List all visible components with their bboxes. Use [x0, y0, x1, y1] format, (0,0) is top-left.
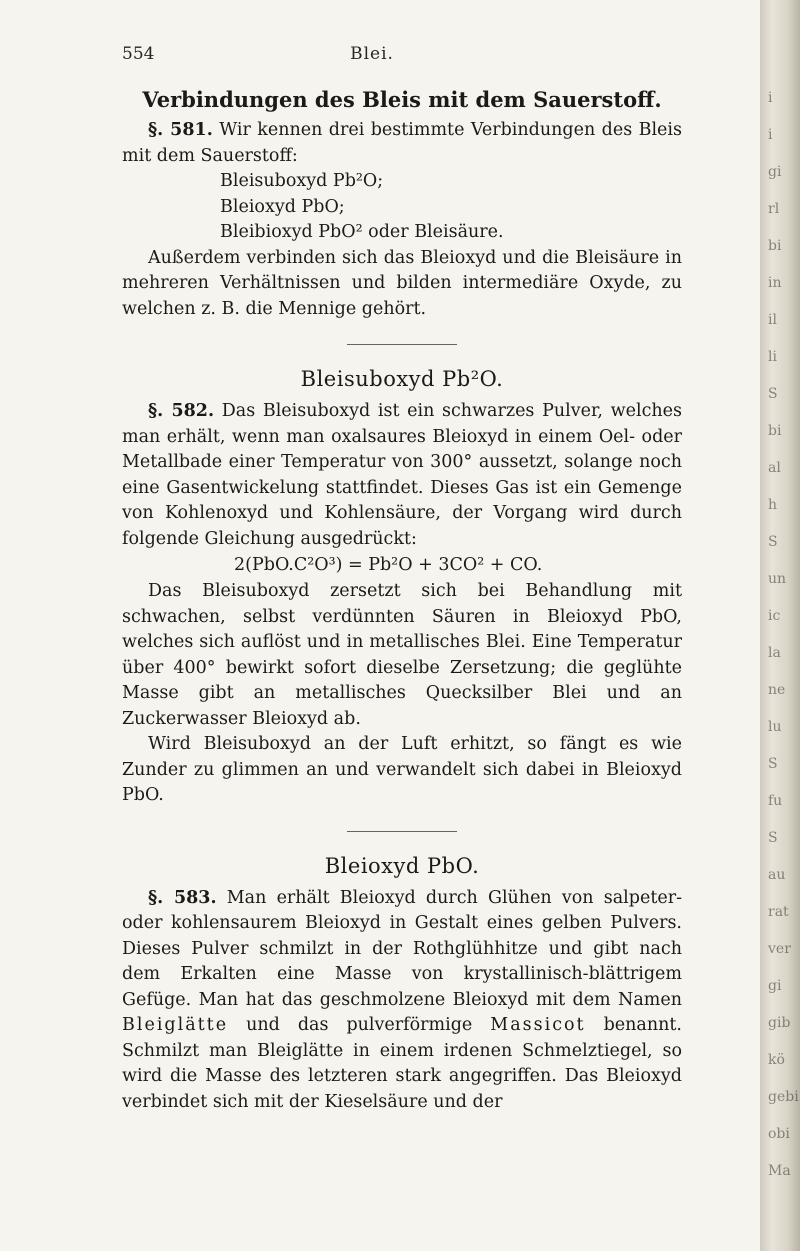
- oxide-line-1: Bleisuboxyd Pb²O;: [220, 171, 384, 191]
- facing-page-fragment: Ma: [768, 1163, 791, 1179]
- page-number: 554: [122, 44, 155, 64]
- facing-page-fragment: rl: [768, 201, 780, 217]
- facing-page-fragment: gi: [768, 978, 782, 994]
- section-mark-581: §. 581.: [148, 120, 213, 140]
- section-divider: [347, 831, 457, 832]
- facing-page-fragment: gebi: [768, 1089, 799, 1105]
- text-582-a: Das Bleisuboxyd ist ein schwarzes Pulver, welches man erhält, wenn man oxalsaures Bleioxyd in einem Oel- oder Metallbade einer Temperatur von 300° aussetzt, solange noch eine Gasentwickelung stattfindet. Dieses Gas ist ein Gemenge von Kohlenoxyd und Kohlensäure, der Vorgang wird durch folgende Gleichung ausgedrückt:: [122, 401, 682, 549]
- facing-page-fragment: i: [768, 90, 773, 106]
- facing-page-fragment: gi: [768, 164, 782, 180]
- section-mark-583: §. 583.: [148, 887, 217, 908]
- facing-page-fragment: ne: [768, 682, 786, 698]
- chemical-equation: 2(PbO.C²O³) = Pb²O + 3CO² + CO.: [234, 555, 543, 575]
- paragraph-583: [122, 886, 682, 1116]
- section-heading-suboxide: Bleisuboxyd Pb²O.: [300, 367, 504, 391]
- paragraph-582-text3: Wird Bleisuboxyd an der Luft erhitzt, so fängt es wie Zunder zu glimmen an und verwandelt sich dabei in Bleioxyd PbO.: [122, 734, 682, 805]
- facing-page-fragment: i: [768, 127, 773, 143]
- facing-page-fragment: al: [768, 460, 781, 476]
- facing-page-fragment: gib: [768, 1015, 791, 1031]
- section-mark-582: §. 582.: [148, 401, 215, 421]
- facing-page-fragment: lu: [768, 719, 782, 735]
- paragraph-581-intro: [122, 118, 682, 169]
- facing-page-fragment: ver: [768, 941, 791, 957]
- facing-page-fragment: in: [768, 275, 782, 291]
- facing-page-fragment: kö: [768, 1052, 785, 1068]
- intro-text: Wir kennen drei bestimmte Verbindungen des Bleis mit dem Sauerstoff:: [122, 120, 682, 166]
- oxide-line-2: Bleioxyd PbO;: [220, 196, 345, 217]
- paragraph-582-text2: Das Bleisuboxyd zersetzt sich bei Behandlung mit schwachen, selbst verdünnten Säuren in Bleioxyd PbO, welches sich auflöst und in metallisches Blei. Eine Temperatur über 400° bewirkt sofort dieselbe Zersetzung; die geglühte Masse gibt an metallisches Quecksilber Blei und an Zuckerwasser Bleioxyd ab.: [122, 581, 682, 729]
- facing-page-fragment: S: [768, 756, 778, 772]
- facing-page-fragment: un: [768, 571, 787, 587]
- facing-page-edge: [760, 0, 800, 1251]
- running-head: Blei.: [350, 44, 394, 64]
- facing-page-fragment: la: [768, 645, 781, 661]
- facing-page-fragment: S: [768, 830, 778, 846]
- section-divider: [347, 344, 457, 345]
- facing-page-fragment: il: [768, 312, 777, 328]
- facing-page-fragment: obi: [768, 1126, 790, 1142]
- term-massicot: Massicot: [490, 1015, 586, 1035]
- oxide-line-3: Bleibioxyd PbO² oder Bleisäure.: [220, 222, 504, 242]
- facing-page-fragment: S: [768, 386, 778, 402]
- facing-page-fragment: h: [768, 497, 778, 513]
- facing-page-fragment: bi: [768, 423, 782, 439]
- chapter-title: Verbindungen des Bleis mit dem Sauerstoff.: [142, 87, 662, 112]
- section-heading-oxide: Bleioxyd PbO.: [324, 853, 480, 878]
- facing-page-fragment: ic: [768, 608, 781, 624]
- facing-page-fragment: fu: [768, 793, 783, 809]
- page-content: [122, 86, 682, 1115]
- text-583-a: Man erhält Bleioxyd durch Glühen von salpeter- oder kohlensaurem Bleioxyd in Gestalt eines gelben Pulvers. Dieses Pulver schmilzt in der Rothglühhitze und gibt nach dem Erkalten eine Masse von krystallinisch-blättrigem Gefüge. Man hat das geschmolzene Bleioxyd mit dem Namen: [122, 887, 682, 1010]
- facing-page-fragment: rat: [768, 904, 789, 920]
- term-bleiglaette: Bleiglätte: [122, 1015, 229, 1035]
- page-header: [122, 44, 682, 70]
- facing-page-fragment: au: [768, 867, 786, 883]
- text-583-c: benannt. Schmilzt man Bleiglätte in einem irdenen Schmelztiegel, so wird die Masse des letzteren stark angegriffen. Das Bleioxyd verbindet sich mit der Kieselsäure und der: [122, 1015, 682, 1112]
- facing-page-fragment: bi: [768, 238, 782, 254]
- paragraph-582-text1: [122, 399, 682, 552]
- facing-page-fragment: li: [768, 349, 777, 365]
- text-583-b: und das pulverförmige: [246, 1015, 473, 1035]
- paragraph-581-text: Außerdem verbinden sich das Bleioxyd und die Bleisäure in mehreren Verhältnissen und bilden intermediäre Oxyde, zu welchen z. B. die Mennige gehört.: [122, 247, 682, 319]
- facing-page-fragment: S: [768, 534, 778, 550]
